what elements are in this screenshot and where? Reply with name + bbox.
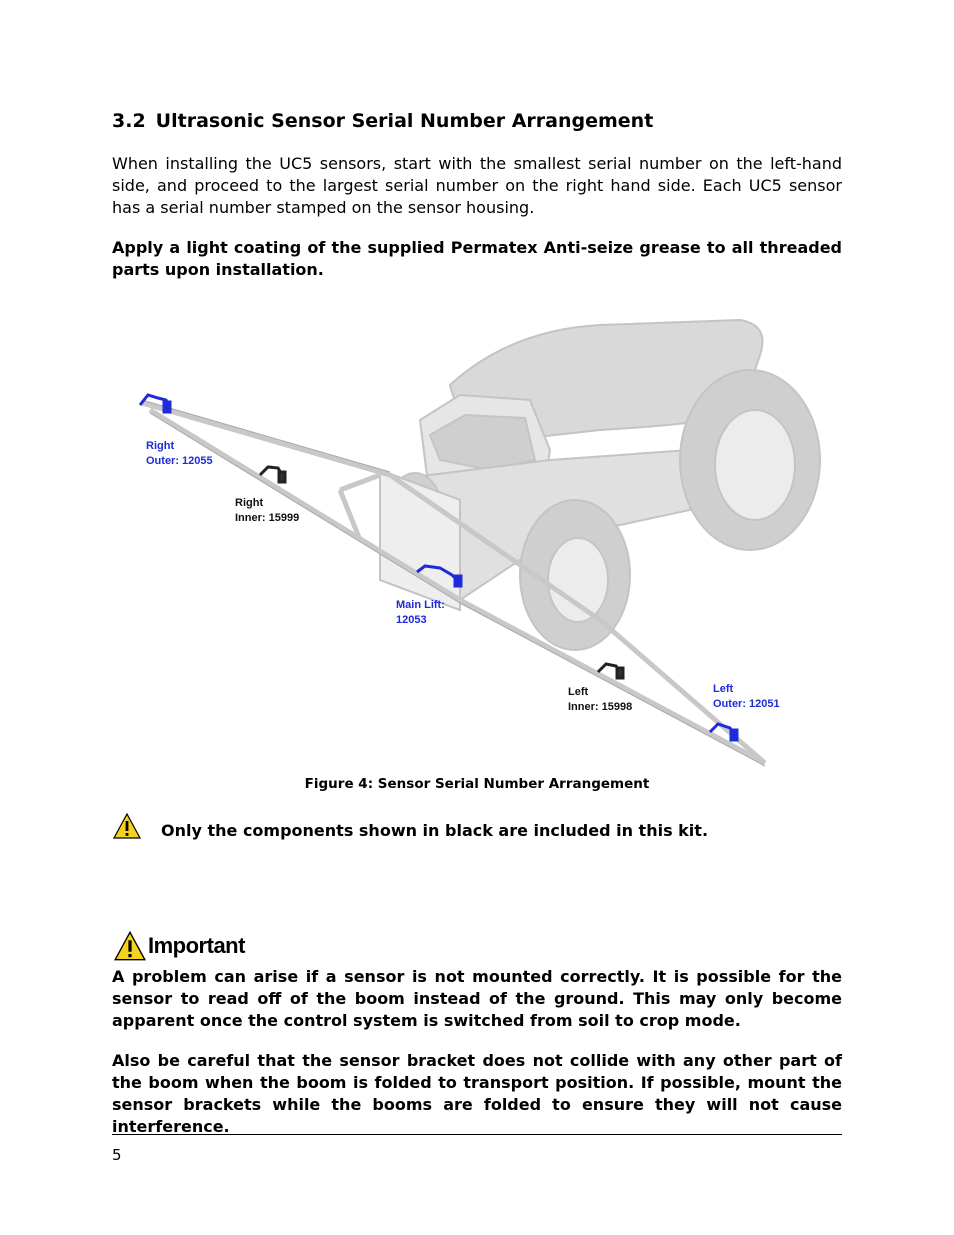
- grease-note: Apply a light coating of the supplied Permatex Anti-seize grease to all threaded parts upon installation.: [112, 238, 842, 279]
- page-number: 5: [112, 1146, 122, 1164]
- section-number: 3.2: [112, 110, 146, 132]
- sprayer-machine: [380, 320, 820, 650]
- footer-rule: [112, 1134, 842, 1135]
- intro-paragraph: When installing the UC5 sensors, start with the smallest serial number on the left-hand side, and proceed to the largest serial number on the right hand side. Each UC5 sensor has a serial number stamped on the sensor housing.: [112, 154, 842, 217]
- important-warning-icon: [114, 931, 146, 965]
- right-outer-label: Right Outer: 12055: [146, 440, 213, 467]
- sensor-arrangement-figure: [130, 300, 830, 770]
- section-heading: [112, 110, 653, 132]
- warning-icon: [113, 813, 141, 843]
- section-title: Ultrasonic Sensor Serial Number Arrangement: [155, 110, 654, 132]
- figure-caption: Figure 4: Sensor Serial Number Arrangement: [304, 776, 650, 792]
- important-paragraph-1: A problem can arise if a sensor is not mounted correctly. It is possible for the sensor to read off of the boom instead of the ground. This may only become apparent once the control system is switched from soil to crop mode.: [112, 967, 842, 1030]
- left-inner-label: Left Inner: 15998: [568, 686, 633, 713]
- right-inner-label: Right Inner: 15999: [235, 497, 300, 524]
- left-outer-label: Left Outer: 12051: [713, 683, 780, 710]
- kit-note: Only the components shown in black are included in this kit.: [161, 821, 709, 840]
- important-title: Important: [148, 933, 245, 958]
- important-paragraph-2: Also be careful that the sensor bracket does not collide with any other part of the boom when the boom is folded to transport position. If possible, mount the sensor brackets while the booms are folded to ensure they will not cause interference.: [112, 1051, 842, 1136]
- main-lift-label: Main Lift: 12053: [396, 599, 445, 626]
